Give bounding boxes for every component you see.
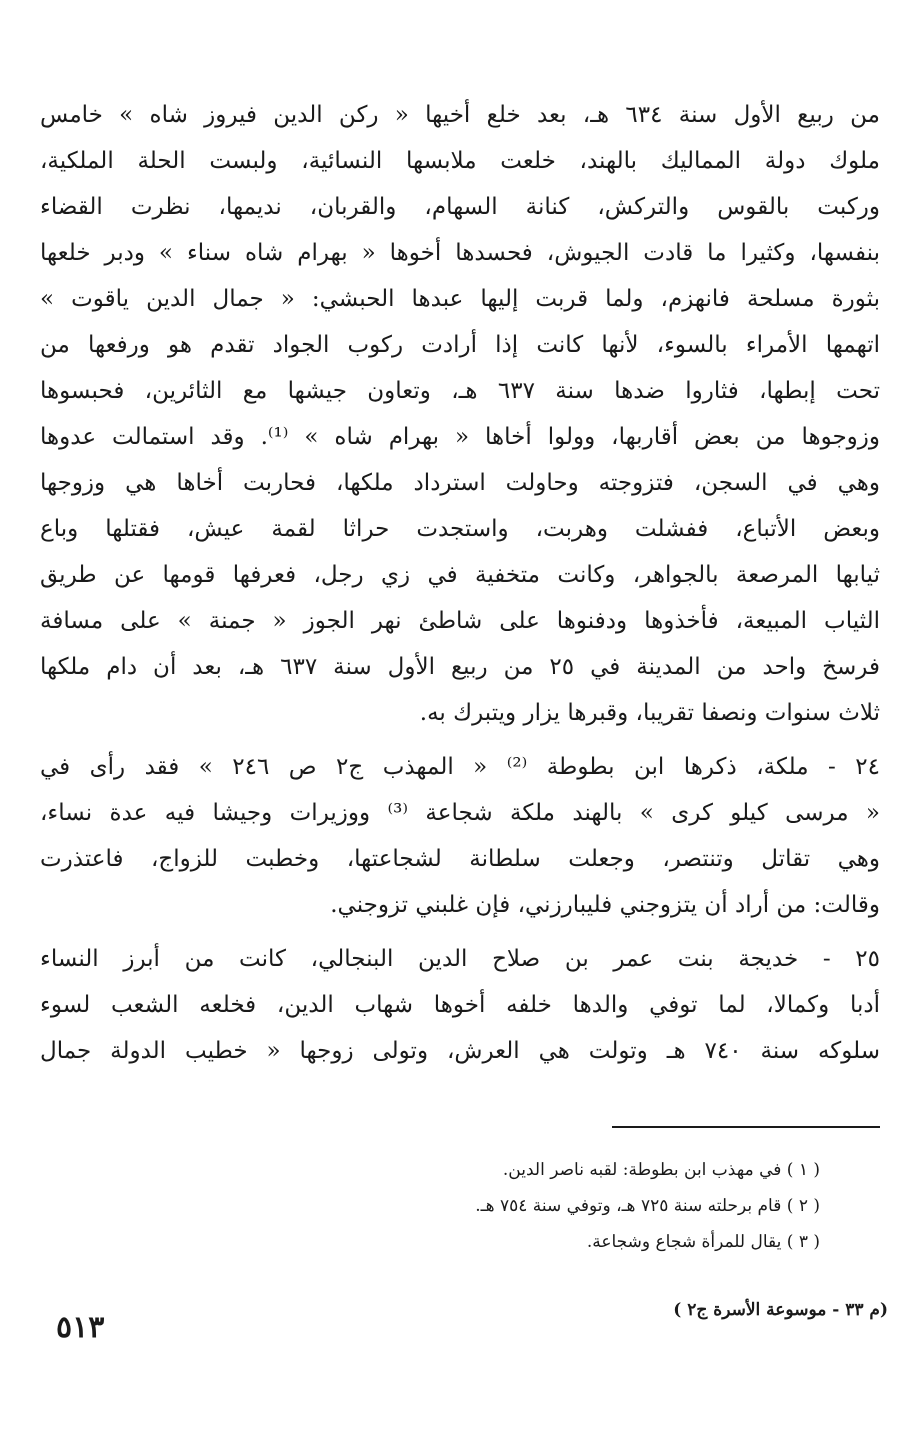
text-line: أدبا وكمالا، لما توفي والدها خلفه أخوها شهاب الدين، فخلعه الشعب لسوء — [40, 992, 880, 1018]
text-line: فرسخ واحد من المدينة في ٢٥ من ربيع الأول سنة ٦٣٧ هـ، بعد أن دام ملكها — [40, 654, 880, 680]
text-line: اتهمها الأمراء بالسوء، لأنها كانت إذا أرادت ركوب الجواد تقدم هو ورفعها من — [40, 332, 880, 358]
footnotes — [300, 1152, 820, 1260]
paragraph-2 — [40, 744, 880, 928]
text-line: وبعض الأتباع، ففشلت وهربت، واستجدت حراثا لقمة عيش، فقتلها وباع — [40, 516, 880, 542]
footnote-3: ( ٣ ) يقال للمرأة شجاع وشجاعة. — [586, 1232, 820, 1252]
text-line: الثياب المبيعة، فأخذوها ودفنوها على شاطئ نهر الجوز « جمنة » على مسافة — [40, 608, 880, 634]
text-line: ٢٤ - ملكة، ذكرها ابن بطوطة ⁽²⁾ « المهذب ج٢ ص ٢٤٦ » فقد رأى في — [40, 754, 880, 780]
footnote-1: ( ١ ) في مهذب ابن بطوطة: لقبه ناصر الدين. — [502, 1160, 820, 1180]
footnote-2: ( ٢ ) قام برحلته سنة ٧٢٥ هـ، وتوفي سنة ٧٥٤ هـ. — [475, 1196, 820, 1216]
text-line: ثيابها المرصعة بالجواهر، وكانت متخفية في زي رجل، فعرفها قومها عن طريق — [40, 562, 880, 588]
body-text — [40, 92, 880, 1074]
text-line: تحت إبطها، فثاروا ضدها سنة ٦٣٧ هـ، وتعاون جيشها مع الثائرين، فحبسوها — [40, 378, 880, 404]
text-line: « مرسى كيلو كرى » بالهند ملكة شجاعة ⁽³⁾ ووزيرات وجيشا فيه عدة نساء، — [40, 800, 880, 826]
text-line: ٢٥ - خديجة بنت عمر بن صلاح الدين البنجالي، كانت من أبرز النساء — [40, 946, 880, 972]
text-line: وقالت: من أراد أن يتزوجني فليبارزني، فإن غلبني تزوجني. — [330, 892, 880, 918]
text-line: بثورة مسلحة فانهزم، ولما قربت إليها عبدها الحبشي: « جمال الدين ياقوت » — [40, 286, 880, 312]
footnote-separator — [612, 1126, 880, 1128]
running-footer: (م ٣٣ - موسوعة الأسرة ج٢ ) — [673, 1300, 888, 1320]
paragraph-3 — [40, 936, 880, 1074]
text-line: سلوكه سنة ٧٤٠ هـ وتولت هي العرش، وتولى زوجها « خطيب الدولة جمال — [40, 1038, 880, 1064]
paragraph-gap — [40, 928, 880, 936]
text-line: بنفسها، وكثيرا ما قادت الجيوش، فحسدها أخوها « بهرام شاه سناء » ودبر خلعها — [40, 240, 880, 266]
page-number: ٥١٣ — [56, 1310, 105, 1345]
text-line: وهي في السجن، فتزوجته وحاولت استرداد ملكها، فحاربت أخاها هي وزوجها — [40, 470, 880, 496]
paragraph-gap — [40, 736, 880, 744]
text-line: ثلاث سنوات ونصفا تقريبا، وقبرها يزار ويتبرك به. — [419, 700, 880, 726]
text-line: وهي تقاتل وتنتصر، وجعلت سلطانة لشجاعتها، وخطبت للزواج، فاعتذرت — [40, 846, 880, 872]
paragraph-1 — [40, 92, 880, 736]
text-line: من ربيع الأول سنة ٦٣٤ هـ، بعد خلع أخيها « ركن الدين فيروز شاه » خامس — [40, 102, 880, 128]
text-line: ملوك دولة المماليك بالهند، خلعت ملابسها النسائية، ولبست الحلة الملكية، — [40, 148, 880, 174]
text-line: وزوجوها من بعض أقاربها، وولوا أخاها « بهرام شاه » ⁽¹⁾. وقد استمالت عدوها — [40, 424, 880, 450]
text-line: وركبت بالقوس والتركش، كنانة السهام، والقربان، نديمها، نظرت القضاء — [40, 194, 880, 220]
